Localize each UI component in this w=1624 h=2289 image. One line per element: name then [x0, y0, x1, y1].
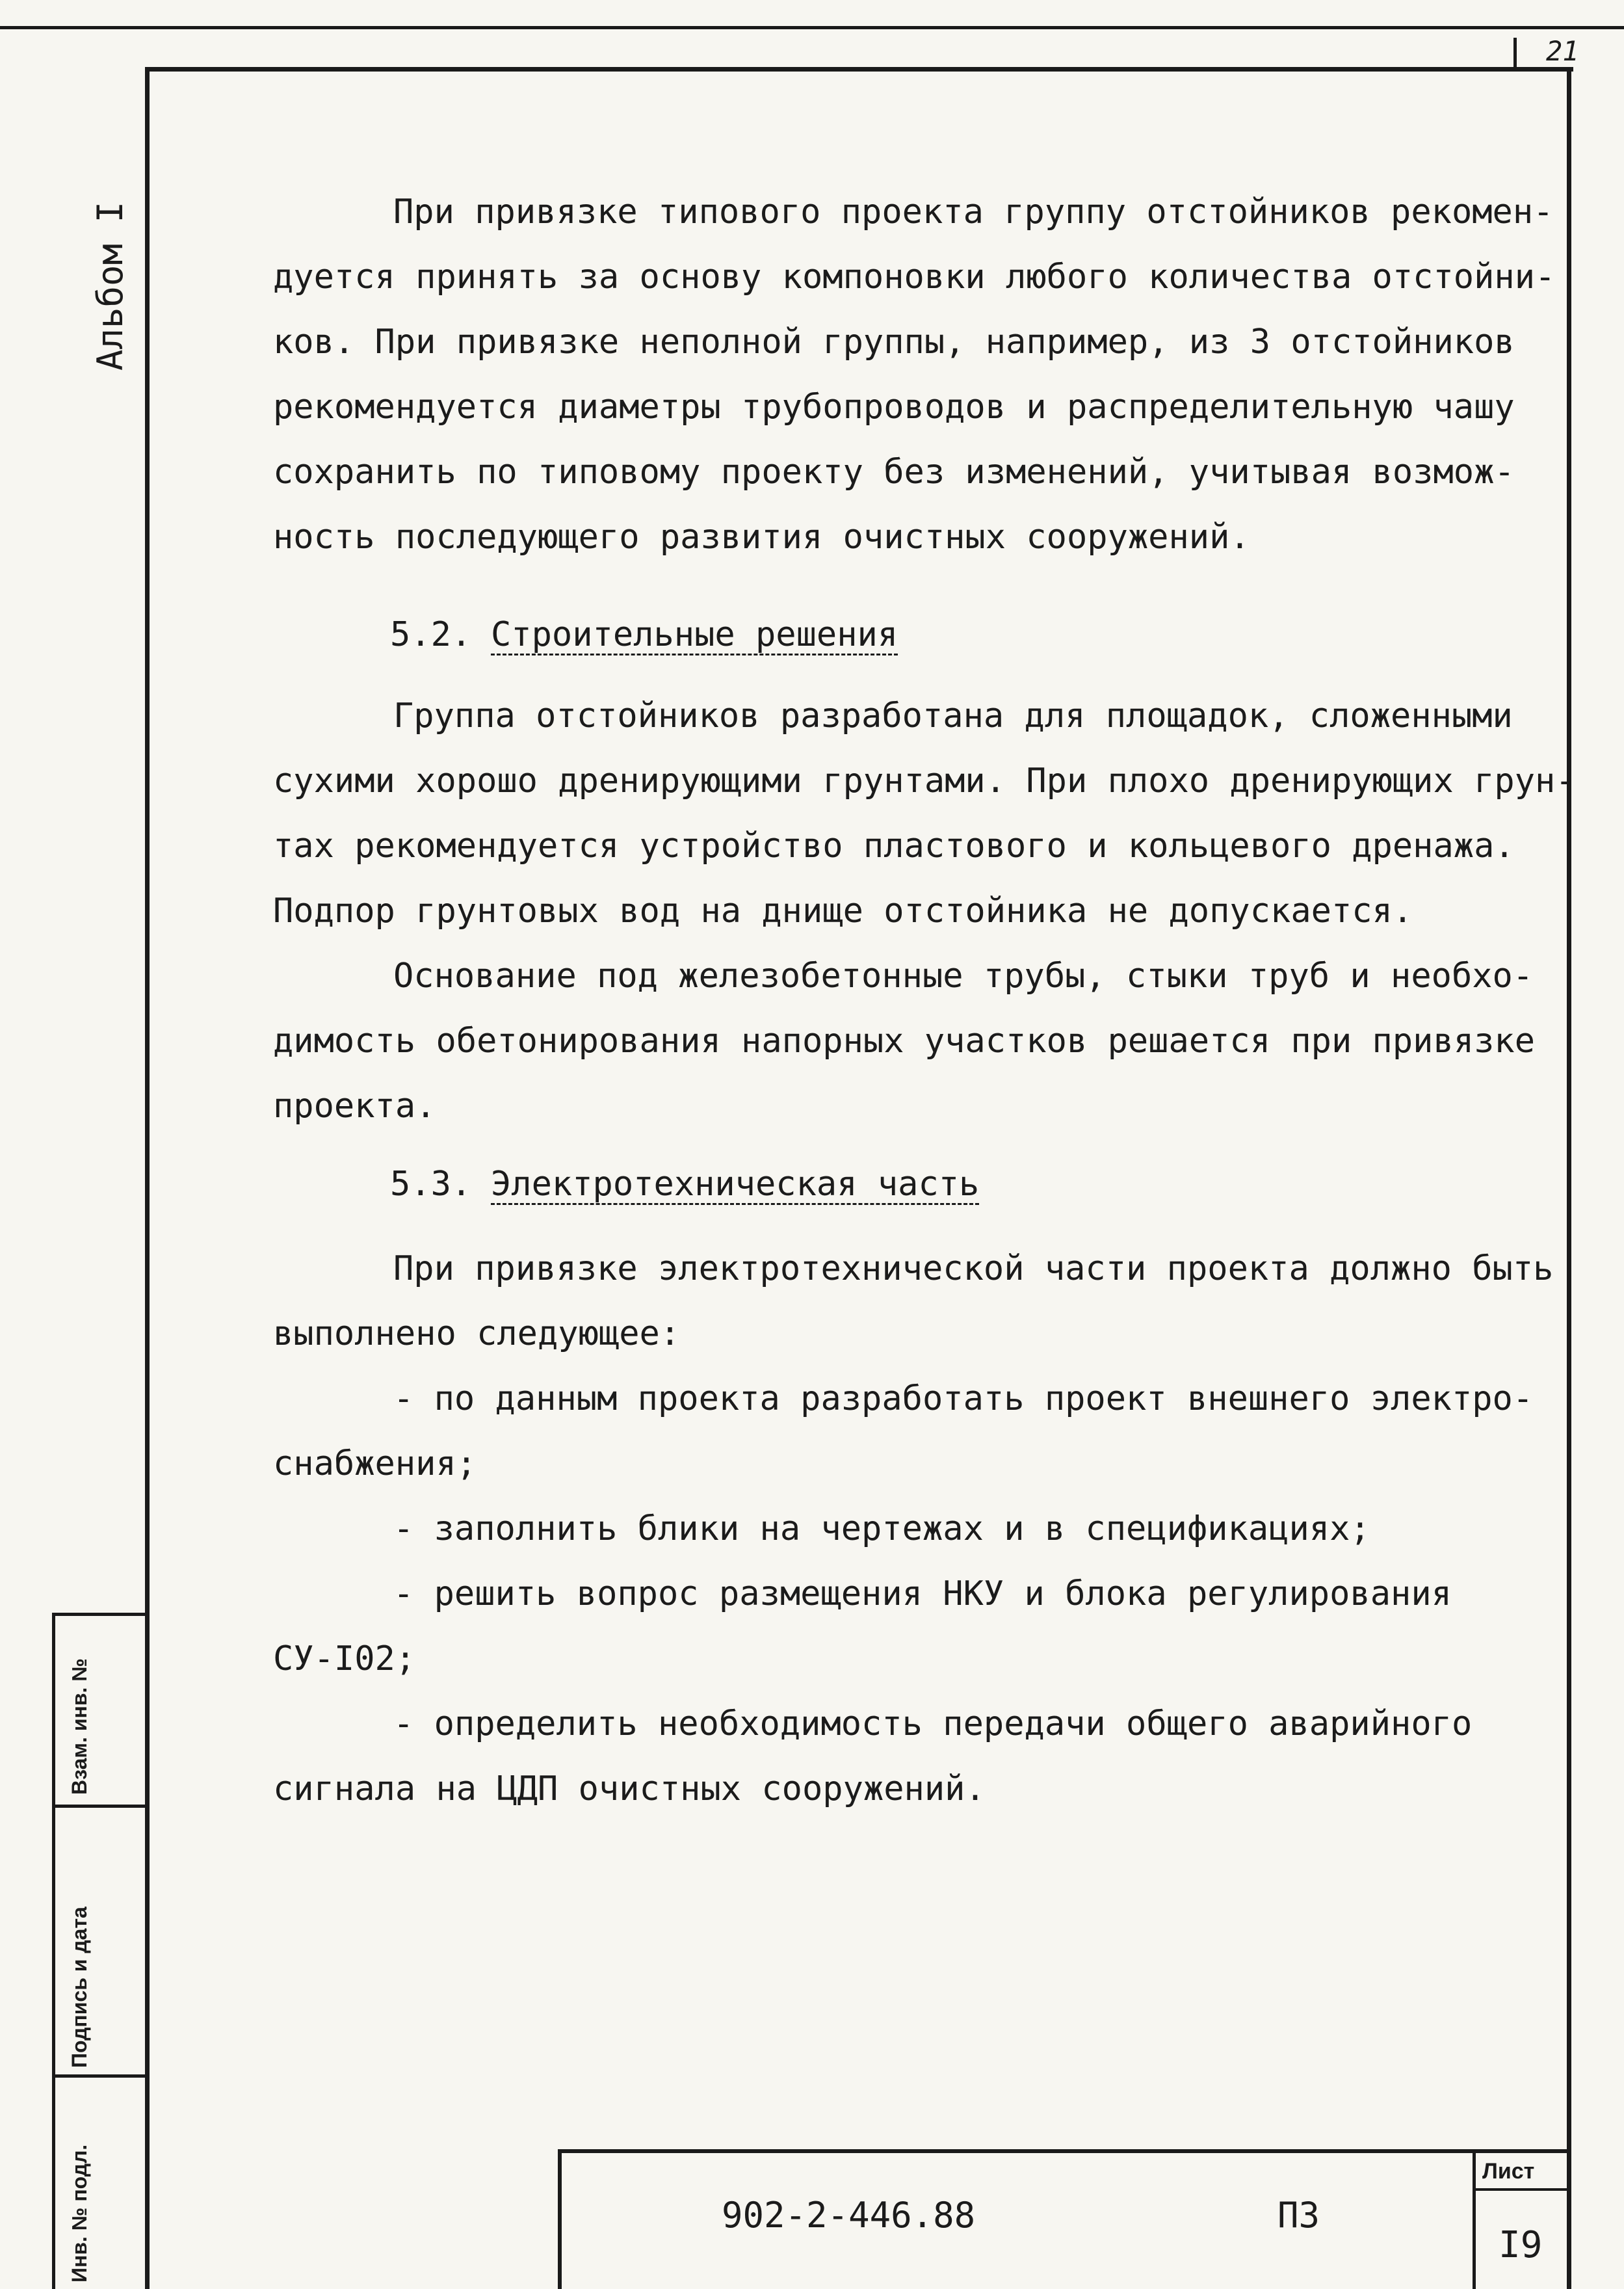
p2-line-4: Подпор грунтовых вод на днище отстойника не допускается.: [273, 892, 1413, 931]
p3-line-3: проекта.: [273, 1087, 436, 1126]
list-item: - по данным проекта разработать проект внешнего электро-: [393, 1379, 1534, 1418]
stamp-inv-podl-label: Инв. № подл.: [68, 2144, 91, 2282]
list-item: сигнала на ЦДП очистных сооружений.: [273, 1769, 986, 1808]
frame-right-line: [1567, 67, 1571, 2289]
stamp-inner-line: [52, 1613, 55, 2289]
p1-line-1: При привязке типового проекта группу отстойников рекомен-: [393, 192, 1554, 232]
p2-line-2: сухими хорошо дренирующими грунтами. При плохо дренирующих грун-: [273, 761, 1576, 800]
sheet-number: I9: [1499, 2224, 1543, 2266]
list-item: - заполнить блики на чертежах и в спецификациях;: [393, 1509, 1370, 1548]
title-block-top-line: [559, 2149, 1570, 2153]
p1-line-3: ков. При привязке неполной группы, например, из 3 отстойников: [273, 323, 1515, 362]
stamp-inv-zam-label: Взам. инв. №: [68, 1658, 91, 1795]
document-code: 902-2-446.88: [722, 2195, 976, 2236]
list-item: - определить необходимость передачи общего аварийного: [393, 1704, 1473, 1743]
p2-line-3: тах рекомендуется устройство пластового и кольцевого дренажа.: [273, 827, 1515, 866]
p1-line-2: дуется принять за основу компоновки любого количества отстойни-: [273, 258, 1556, 297]
album-label: Альбом I: [90, 201, 131, 371]
document-type: ПЗ: [1277, 2195, 1320, 2236]
title-block-left-line: [558, 2149, 562, 2289]
sheet-cell-left-line: [1473, 2149, 1476, 2289]
sheet-number-box-left: [1513, 38, 1517, 70]
list-item: - решить вопрос размещения НКУ и блока регулирования: [393, 1574, 1452, 1613]
list-item: СУ-I02;: [273, 1639, 416, 1678]
stamp-signature-date-label: Подпись и дата: [68, 1907, 91, 2068]
p1-line-4: рекомендуется диаметры трубопроводов и распределительную чашу: [273, 388, 1515, 427]
p1-line-5: сохранить по типовому проекту без изменений, учитывая возмож-: [273, 453, 1515, 492]
p4-line-1: При привязке электротехнической части проекта должно быть: [393, 1249, 1554, 1288]
frame-left-line: [145, 67, 150, 2289]
heading-5-3-title: Электротехническая часть: [491, 1165, 980, 1204]
heading-5-3-number: 5.3.: [390, 1165, 472, 1204]
heading-5-2-title: Строительные решения: [491, 615, 898, 654]
p3-line-1: Основание под железобетонные трубы, стыки труб и необхо-: [393, 957, 1534, 996]
stamp-top-line: [52, 1613, 148, 1616]
heading-5-2-number: 5.2.: [390, 615, 472, 654]
p4-line-2: выполнено следующее:: [273, 1314, 681, 1353]
top-edge-line: [0, 26, 1624, 29]
sheet-label: Лист: [1482, 2159, 1535, 2184]
p3-line-2: димость обетонирования напорных участков решается при привязке: [273, 1022, 1536, 1061]
p1-line-6: ность последующего развития очистных сооружений.: [273, 518, 1250, 557]
frame-top-line: [146, 67, 1573, 72]
top-sheet-number: 21: [1546, 35, 1579, 67]
sheet-cell-divider: [1473, 2188, 1570, 2191]
list-item: снабжения;: [273, 1444, 477, 1483]
p2-line-1: Группа отстойников разработана для площадок, сложенными: [393, 696, 1513, 735]
stamp-divider-2: [52, 2074, 148, 2078]
stamp-divider-1: [52, 1805, 148, 1808]
